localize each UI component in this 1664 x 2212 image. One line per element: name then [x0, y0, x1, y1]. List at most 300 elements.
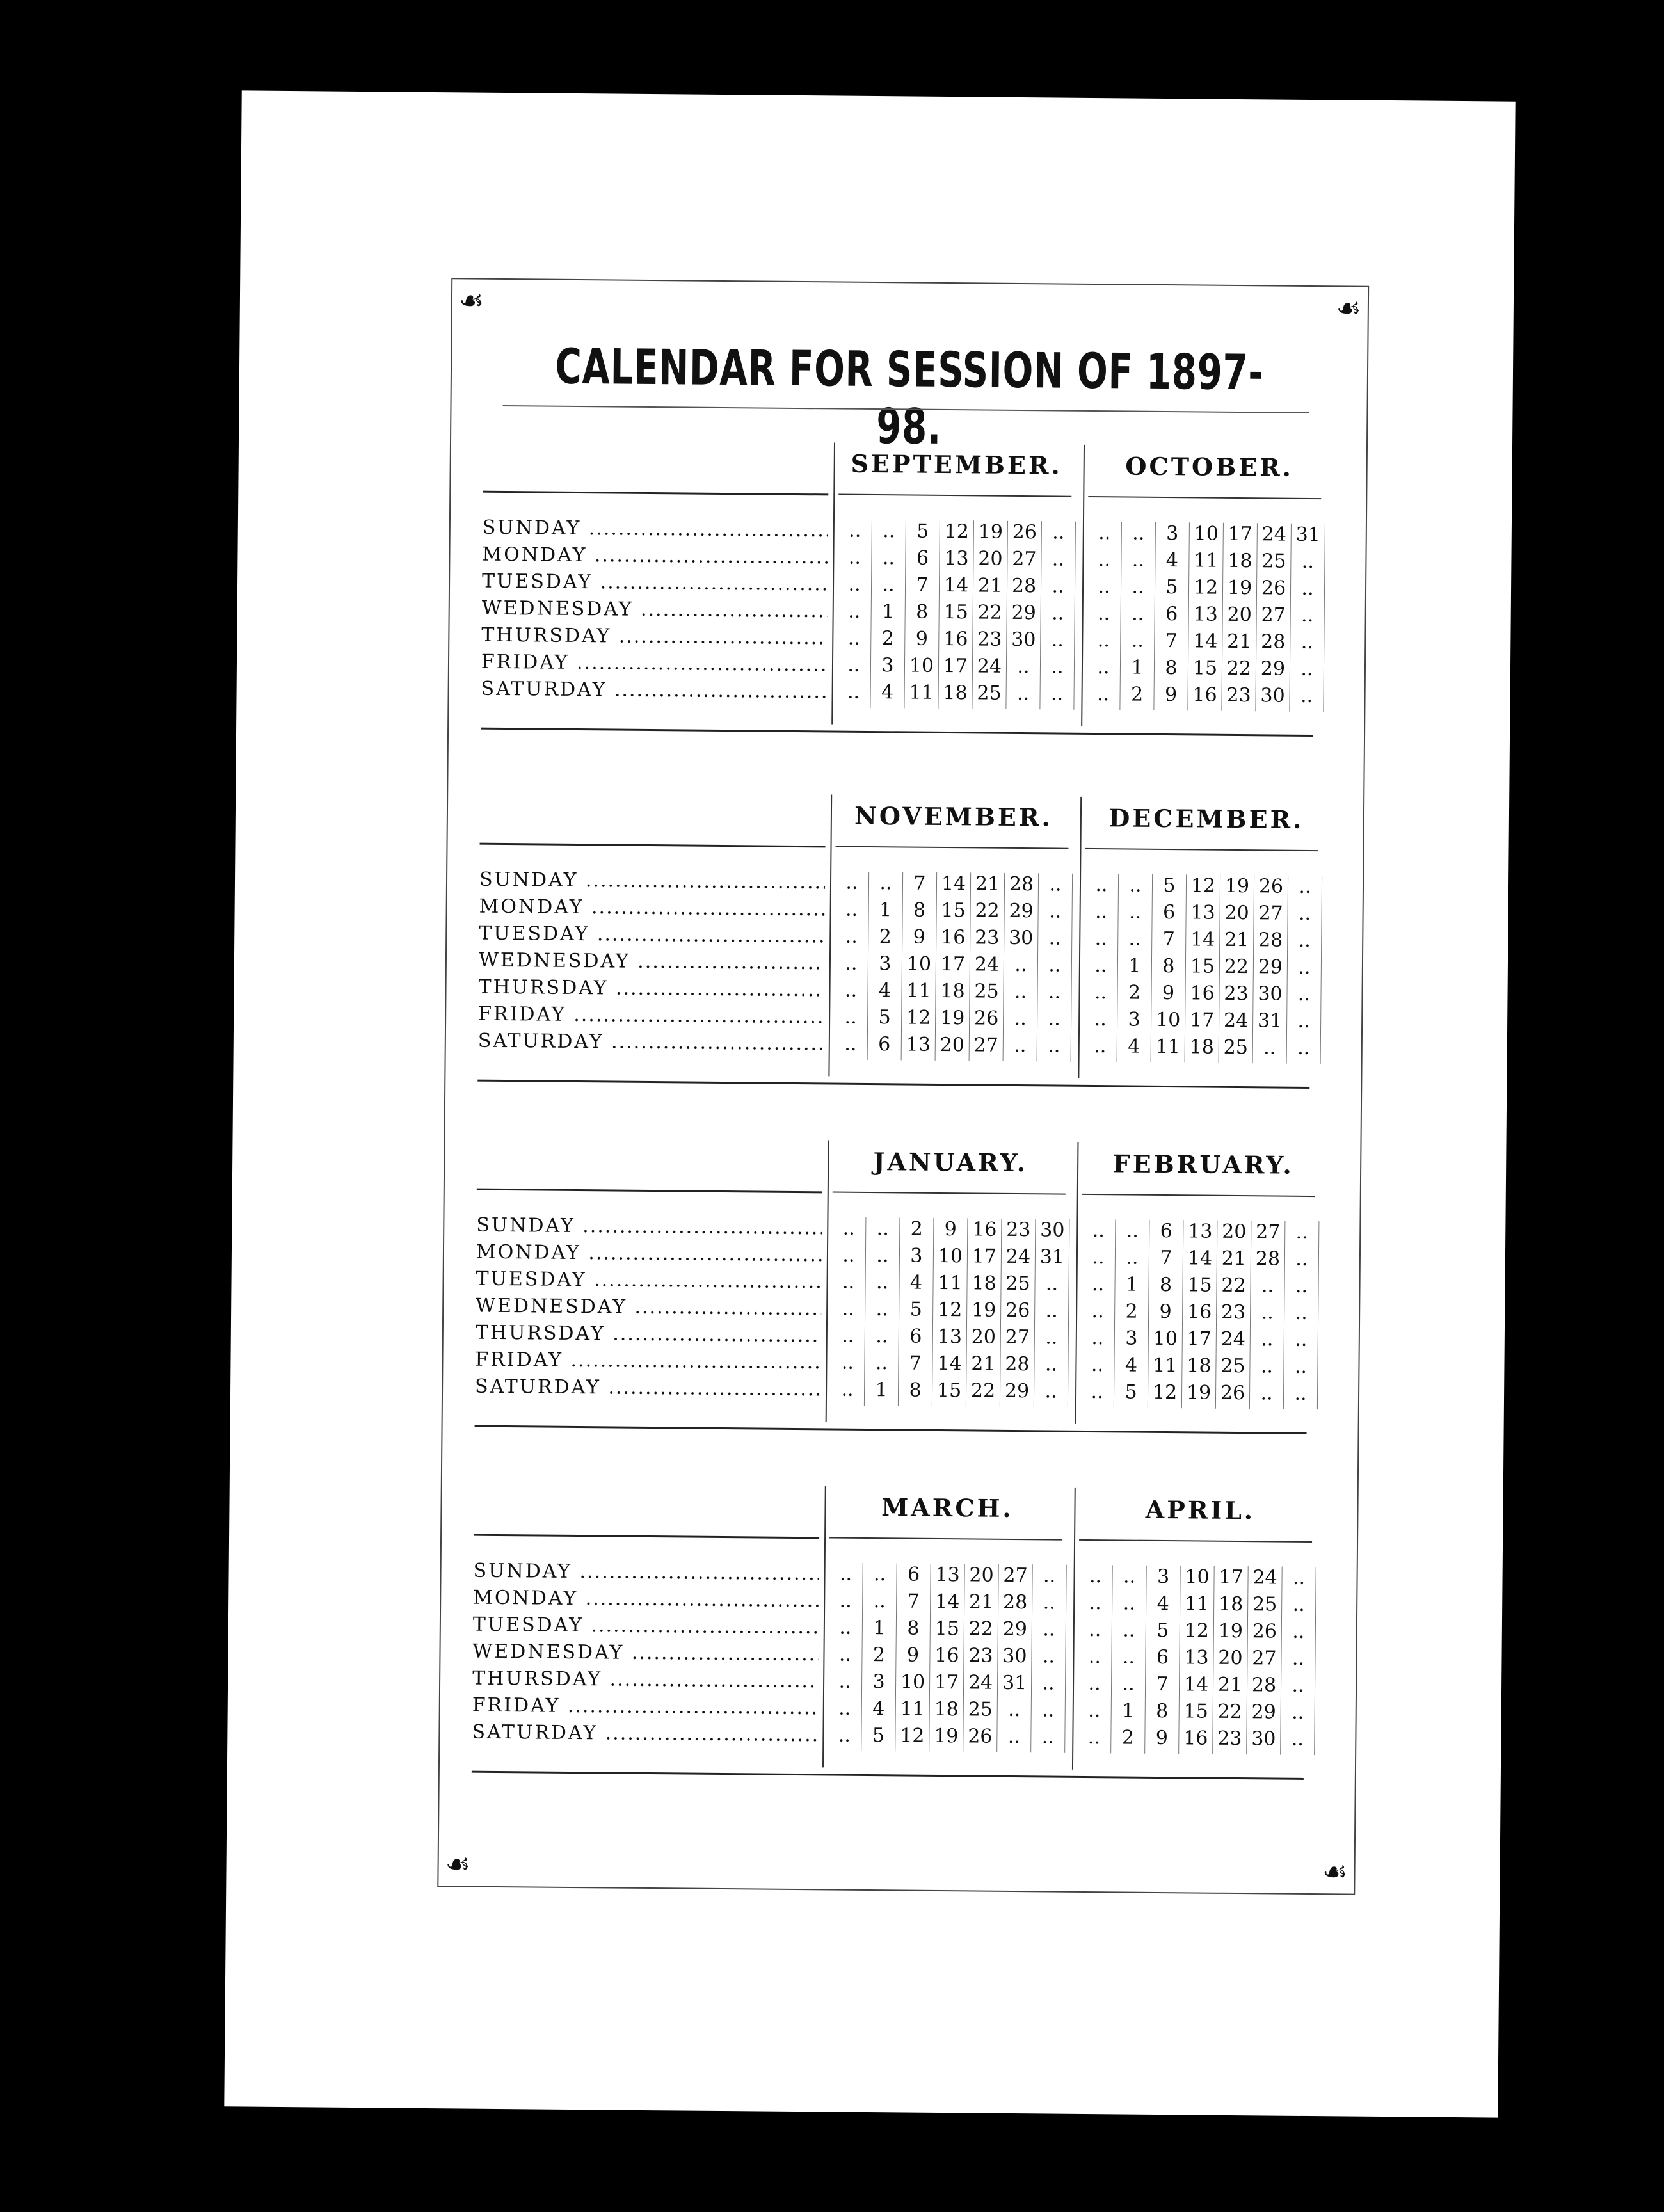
date-cell: 20	[1213, 1647, 1247, 1674]
date-cell: 17	[930, 1671, 964, 1698]
date-cell: 24	[1217, 1328, 1251, 1355]
date-cell: 18	[967, 1272, 1001, 1299]
date-cell: ..	[866, 1244, 900, 1271]
week-row	[829, 1562, 1066, 1591]
date-cell: 20	[1222, 604, 1256, 630]
date-cell: ..	[1087, 656, 1121, 683]
date-cell: 18	[936, 980, 970, 1007]
date-cell: ..	[834, 1006, 868, 1033]
week-row	[831, 1297, 1069, 1326]
date-cell: 26	[1254, 875, 1288, 902]
date-cell: ..	[1032, 1591, 1066, 1618]
date-cell: ..	[1284, 1302, 1318, 1329]
week-row	[1087, 575, 1325, 604]
date-cell: 5	[868, 1006, 902, 1033]
weekday-label: WEDNESDAY .....	[476, 1295, 821, 1325]
date-cell: 8	[897, 1617, 931, 1644]
date-cell: 26	[1248, 1620, 1282, 1647]
date-cell: 31	[998, 1672, 1032, 1699]
corner-ornament-icon: ☙	[445, 1848, 471, 1881]
date-cell: 6	[1152, 901, 1186, 928]
header-rule	[474, 1534, 819, 1539]
date-cell: ..	[832, 1244, 866, 1270]
week-row	[828, 1670, 1066, 1699]
week-row	[837, 627, 1075, 656]
week-row	[837, 654, 1075, 683]
week-row	[1078, 1672, 1315, 1701]
date-cell: 22	[1217, 1274, 1251, 1301]
weekday-label: THURSDAY .....	[478, 976, 824, 1006]
week-row	[835, 872, 1073, 901]
date-cell: ..	[1032, 1672, 1066, 1699]
date-cell: 21	[1220, 929, 1254, 956]
date-cell: 25	[1248, 1593, 1282, 1620]
date-cell: 12	[902, 1006, 936, 1033]
weekday-label: SUNDAY .....	[479, 869, 825, 899]
date-cell: 22	[1222, 657, 1256, 684]
date-cell: ..	[1118, 927, 1152, 954]
date-cell: 28	[1254, 929, 1288, 956]
date-cell: 21	[966, 1352, 1000, 1379]
date-cell: 21	[1222, 630, 1256, 657]
date-cell: 7	[1152, 928, 1186, 955]
date-cell: ..	[1038, 927, 1072, 954]
date-cell: 10	[1190, 522, 1224, 549]
month-header-rule	[836, 846, 1069, 849]
date-cell: 19	[967, 1299, 1001, 1326]
date-cell: 12	[1189, 576, 1223, 603]
page-title: CALENDAR FOR SESSION OF 1897-98.	[555, 337, 1264, 455]
date-cell: 14	[932, 1352, 966, 1379]
month-day-grid	[836, 520, 1076, 710]
weekday-label: TUESDAY .....	[482, 570, 828, 600]
date-cell: 19	[929, 1725, 963, 1752]
date-cell: ..	[1290, 685, 1324, 712]
date-cell: 21	[1213, 1674, 1247, 1701]
month-name: NOVEMBER.	[854, 801, 1053, 832]
month-name: FEBRUARY.	[1112, 1149, 1294, 1180]
date-cell: 9	[1154, 684, 1188, 710]
column-divider	[826, 1140, 829, 1422]
date-cell: 12	[1187, 874, 1220, 901]
date-cell: ..	[872, 520, 906, 547]
date-cell: 20	[973, 547, 1007, 574]
date-cell: 21	[971, 872, 1005, 899]
date-cell: ..	[1285, 1248, 1319, 1275]
date-cell: 15	[936, 899, 970, 926]
date-cell: 2	[871, 627, 905, 654]
date-cell: 18	[1182, 1354, 1216, 1381]
date-cell: 22	[966, 1379, 1000, 1406]
date-cell: 15	[939, 601, 973, 628]
date-cell: ..	[1121, 602, 1155, 629]
date-cell: ..	[872, 547, 906, 573]
date-cell: 8	[1149, 1274, 1183, 1301]
date-cell: ..	[829, 1562, 863, 1589]
date-cell: ..	[1112, 1565, 1146, 1592]
date-cell: 20	[936, 1034, 970, 1061]
date-cell: ..	[863, 1590, 897, 1617]
date-cell: 2	[862, 1644, 896, 1671]
date-cell: ..	[1077, 1726, 1111, 1753]
date-cell: 13	[1183, 1220, 1217, 1247]
date-cell: ..	[1087, 602, 1121, 629]
date-cell: 7	[906, 573, 940, 600]
date-cell: ..	[1288, 876, 1322, 902]
week-row	[1078, 1699, 1315, 1728]
date-cell: 17	[968, 1245, 1002, 1272]
date-cell: 27	[1007, 548, 1041, 575]
date-cell: 12	[1148, 1381, 1182, 1408]
date-cell: 9	[1145, 1727, 1179, 1754]
date-cell: 7	[1155, 630, 1188, 657]
date-cell: ..	[1041, 629, 1075, 655]
block-bottom-rule	[475, 1425, 1307, 1434]
date-cell: 16	[968, 1218, 1002, 1245]
header-rule	[483, 491, 828, 496]
month-day-grid	[834, 872, 1073, 1062]
week-row	[1081, 1273, 1318, 1302]
date-cell: 28	[1000, 1353, 1034, 1380]
date-cell: ..	[1037, 1034, 1071, 1061]
weekday-label: SATURDAY .....	[475, 1375, 820, 1406]
date-cell: 29	[1247, 1701, 1281, 1727]
date-cell: ..	[1038, 900, 1072, 927]
corner-ornament-icon: ☙	[1322, 1855, 1348, 1889]
weekday-label: SUNDAY .....	[473, 1560, 819, 1590]
date-cell: 17	[939, 655, 973, 682]
date-cell: 7	[1149, 1247, 1183, 1274]
week-row	[1078, 1646, 1315, 1674]
weekday-label: FRIDAY .....	[481, 651, 827, 681]
date-cell: ..	[1032, 1564, 1066, 1591]
date-cell: 26	[1008, 521, 1042, 548]
date-cell: ..	[1284, 1356, 1318, 1382]
week-row	[1080, 1381, 1318, 1409]
date-cell: 3	[900, 1244, 934, 1271]
date-cell: 2	[1120, 683, 1154, 710]
date-cell: ..	[1078, 1565, 1112, 1592]
date-cell: ..	[1082, 1219, 1116, 1246]
date-cell: 5	[906, 520, 940, 547]
month-pair-block	[481, 440, 1341, 748]
date-cell: ..	[1087, 629, 1121, 656]
date-cell: ..	[1004, 1034, 1037, 1061]
date-cell: 2	[1111, 1726, 1145, 1753]
date-cell: 27	[970, 1034, 1004, 1061]
month-header-rule	[1082, 1194, 1315, 1197]
date-cell: ..	[1112, 1592, 1146, 1619]
date-cell: 16	[936, 926, 970, 953]
date-cell: 24	[970, 953, 1004, 980]
date-cell: ..	[838, 520, 872, 547]
week-row	[836, 681, 1074, 710]
calendar-page	[224, 90, 1515, 2117]
week-row	[1087, 629, 1324, 658]
date-cell: 23	[970, 926, 1004, 953]
date-cell: ..	[1290, 631, 1324, 658]
date-cell: 16	[1183, 1301, 1217, 1327]
date-cell: 5	[1146, 1619, 1180, 1646]
block-bottom-rule	[481, 728, 1313, 737]
date-cell: ..	[1282, 1594, 1316, 1621]
week-row	[1084, 927, 1322, 956]
month-header-rule	[1079, 1539, 1312, 1543]
date-cell: 13	[933, 1326, 967, 1352]
date-cell: 6	[906, 547, 940, 573]
block-bottom-rule	[472, 1771, 1304, 1780]
date-cell: ..	[1084, 901, 1118, 927]
date-cell: ..	[1040, 682, 1074, 709]
date-cell: 15	[932, 1379, 966, 1406]
week-row	[1084, 1008, 1321, 1037]
week-row	[1084, 981, 1321, 1010]
weekday-label: MONDAY .....	[476, 1241, 822, 1271]
date-cell: 19	[1220, 875, 1254, 902]
date-cell: 26	[1001, 1299, 1035, 1326]
weekday-label: THURSDAY .....	[481, 624, 827, 654]
date-cell: 30	[1036, 1219, 1069, 1246]
date-cell: ..	[1034, 1353, 1068, 1380]
date-cell: 6	[868, 1033, 902, 1060]
date-cell: 20	[967, 1326, 1001, 1352]
week-row	[1087, 549, 1325, 577]
date-cell: 4	[1155, 549, 1189, 576]
date-cell: 30	[1247, 1727, 1281, 1754]
month-header-rule	[1088, 496, 1321, 499]
date-cell: ..	[1078, 1699, 1112, 1726]
month-header-rule	[829, 1537, 1062, 1540]
date-cell: 1	[1115, 1273, 1149, 1300]
date-cell: 7	[1146, 1673, 1180, 1700]
date-cell: ..	[1032, 1645, 1066, 1672]
date-cell: ..	[1284, 1382, 1318, 1409]
date-cell: 13	[940, 547, 973, 574]
date-cell: 13	[1180, 1646, 1213, 1673]
date-cell: 31	[1036, 1246, 1069, 1272]
date-cell: 14	[937, 872, 971, 899]
date-cell: 23	[973, 628, 1007, 655]
month-name: MARCH.	[881, 1493, 1014, 1523]
month-day-grid	[1086, 522, 1325, 712]
date-cell: 29	[1000, 1380, 1034, 1407]
date-cell: ..	[1080, 1354, 1114, 1381]
date-cell: 29	[998, 1618, 1032, 1645]
column-divider	[1072, 1488, 1076, 1770]
date-cell: 12	[895, 1724, 929, 1751]
date-cell: 24	[1248, 1566, 1282, 1593]
date-cell: 29	[1256, 657, 1290, 684]
date-cell: 7	[903, 872, 937, 899]
date-cell: 22	[973, 601, 1007, 628]
date-cell: 5	[899, 1298, 933, 1325]
date-cell: ..	[1288, 956, 1322, 983]
week-row	[838, 520, 1076, 549]
date-cell: 28	[1005, 873, 1039, 900]
month-day-grid	[831, 1217, 1070, 1407]
date-cell: ..	[835, 952, 868, 979]
date-cell: 3	[862, 1671, 896, 1697]
date-cell: 17	[1224, 523, 1258, 550]
date-cell: ..	[1287, 1037, 1321, 1064]
date-cell: ..	[1039, 873, 1073, 900]
date-cell: ..	[1084, 1035, 1117, 1062]
date-cell: 11	[1151, 1036, 1185, 1062]
date-cell: 8	[1155, 657, 1188, 684]
date-cell: ..	[1084, 981, 1117, 1008]
date-cell: 19	[1182, 1381, 1216, 1408]
date-cell: ..	[1119, 874, 1153, 901]
date-cell: 2	[1115, 1300, 1149, 1327]
weekday-label: MONDAY .....	[482, 543, 828, 573]
weekday-labels	[478, 869, 826, 1060]
date-cell: 7	[899, 1352, 932, 1379]
week-row	[828, 1724, 1065, 1752]
date-cell: ..	[1082, 1246, 1116, 1273]
date-cell: ..	[828, 1670, 862, 1697]
date-cell: 27	[1001, 1326, 1035, 1353]
date-cell: 2	[868, 926, 902, 952]
date-cell: 1	[868, 899, 902, 926]
date-cell: ..	[1004, 981, 1037, 1007]
date-cell: 18	[1223, 550, 1257, 577]
date-cell: ..	[1031, 1726, 1065, 1752]
date-cell: 9	[1151, 982, 1185, 1009]
date-cell: 23	[1222, 684, 1256, 711]
date-cell: ..	[1006, 682, 1040, 709]
date-cell: 9	[1149, 1301, 1183, 1327]
date-cell: 27	[1251, 1221, 1285, 1247]
date-cell: ..	[1291, 550, 1325, 577]
date-cell: ..	[1035, 1326, 1069, 1353]
date-cell: ..	[1085, 874, 1119, 901]
date-cell: 20	[964, 1564, 998, 1591]
date-cell: ..	[1084, 1008, 1117, 1035]
date-cell: 6	[1149, 1220, 1183, 1247]
date-cell: 5	[861, 1724, 895, 1751]
date-cell: 10	[896, 1671, 930, 1697]
weekday-label: WEDNESDAY .....	[482, 597, 828, 627]
date-cell: 12	[1180, 1619, 1214, 1646]
date-cell: ..	[1251, 1274, 1284, 1301]
date-cell: 3	[868, 952, 902, 979]
column-divider	[828, 794, 832, 1076]
date-cell: 5	[1114, 1381, 1148, 1407]
week-row	[1084, 954, 1322, 983]
date-cell: ..	[872, 573, 906, 600]
date-cell: ..	[1037, 1007, 1071, 1034]
date-cell: 23	[1217, 1301, 1251, 1328]
date-cell: 16	[930, 1644, 964, 1671]
date-cell: 29	[1007, 602, 1041, 629]
date-cell: ..	[1285, 1221, 1319, 1248]
weekday-label: FRIDAY .....	[478, 1003, 824, 1033]
date-cell: 9	[896, 1644, 930, 1671]
weekday-label: TUESDAY .....	[479, 922, 824, 952]
date-cell: ..	[1281, 1647, 1315, 1674]
date-cell: 22	[1220, 956, 1254, 982]
date-cell: ..	[836, 681, 870, 708]
date-cell: ..	[863, 1563, 897, 1590]
date-cell: 17	[1183, 1327, 1217, 1354]
date-cell: ..	[998, 1699, 1032, 1726]
date-cell: ..	[831, 1324, 865, 1351]
week-row	[834, 979, 1071, 1008]
date-cell: ..	[838, 573, 872, 600]
date-cell: 27	[1247, 1647, 1281, 1674]
date-cell: 8	[905, 600, 939, 627]
week-row	[832, 1217, 1069, 1246]
month-day-grid	[1084, 874, 1323, 1064]
month-pair-block	[477, 792, 1338, 1100]
date-cell: ..	[828, 1697, 862, 1724]
week-row	[835, 952, 1072, 981]
weekday-label: WEDNESDAY .....	[472, 1640, 818, 1671]
week-row	[1078, 1619, 1316, 1647]
week-row	[838, 573, 1075, 602]
date-cell: 4	[1117, 1035, 1151, 1062]
month-header-rule	[1085, 848, 1318, 851]
date-cell: ..	[835, 926, 868, 952]
date-cell: ..	[1116, 1219, 1149, 1246]
weekday-label: WEDNESDAY .....	[479, 949, 824, 979]
date-cell: ..	[1087, 575, 1121, 602]
block-bottom-rule	[477, 1080, 1309, 1089]
date-cell: ..	[1288, 929, 1322, 956]
week-row	[1084, 1035, 1321, 1064]
date-cell: ..	[865, 1298, 899, 1325]
date-cell: 11	[1180, 1592, 1214, 1619]
week-row	[828, 1697, 1066, 1726]
calendar-frame	[437, 278, 1369, 1895]
month-name: APRIL.	[1145, 1495, 1256, 1525]
date-cell: 1	[865, 1379, 899, 1406]
header-rule	[480, 843, 826, 848]
date-cell: 4	[1114, 1354, 1148, 1381]
week-row	[1084, 901, 1322, 929]
date-cell: 24	[1258, 523, 1292, 550]
date-cell: ..	[997, 1726, 1031, 1752]
date-cell: 11	[1148, 1354, 1182, 1381]
date-cell: 17	[1185, 1009, 1219, 1036]
date-cell: 4	[862, 1697, 896, 1724]
month-name: DECEMBER.	[1108, 803, 1304, 834]
weekday-label: TUESDAY .....	[476, 1268, 821, 1298]
date-cell: ..	[869, 872, 903, 899]
date-cell: ..	[1081, 1273, 1115, 1300]
date-cell: 20	[1217, 1221, 1251, 1247]
date-cell: 24	[1002, 1246, 1036, 1272]
date-cell: 19	[974, 520, 1008, 547]
date-cell: ..	[1086, 683, 1120, 710]
weekday-label: FRIDAY .....	[475, 1349, 820, 1379]
date-cell: ..	[837, 627, 871, 654]
weekday-label: SATURDAY .....	[472, 1721, 817, 1751]
date-cell: 25	[1216, 1355, 1250, 1382]
date-cell: 19	[1214, 1620, 1248, 1647]
week-row	[832, 1244, 1069, 1272]
date-cell: 22	[1213, 1701, 1247, 1727]
date-cell: ..	[1284, 1275, 1318, 1302]
date-cell: 21	[973, 574, 1007, 601]
date-cell: 25	[970, 980, 1004, 1007]
date-cell: 11	[1189, 549, 1223, 576]
date-cell: 25	[964, 1698, 998, 1725]
date-cell: 17	[936, 953, 970, 980]
weekday-label: THURSDAY .....	[476, 1322, 821, 1352]
date-cell: 14	[931, 1591, 964, 1617]
date-cell: 31	[1253, 1009, 1287, 1036]
